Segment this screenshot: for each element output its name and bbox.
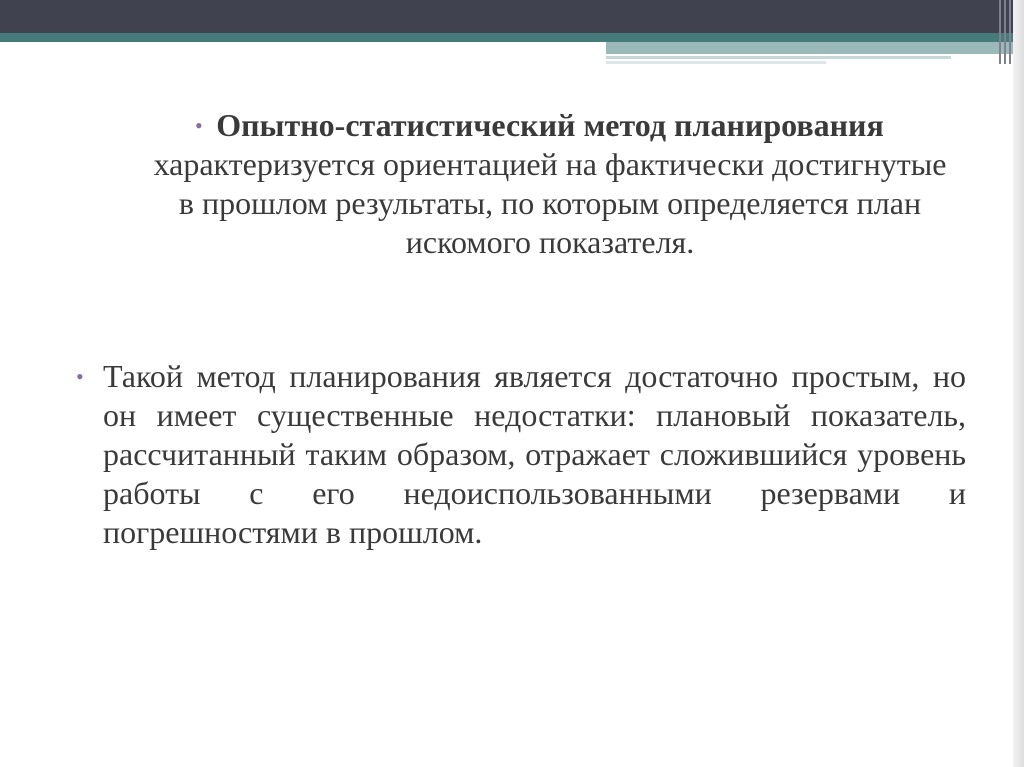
header-vertical-bar: [1009, 0, 1011, 64]
bullet-marker: •: [195, 113, 203, 138]
bullet-item-1-bold: Опытно-статистический метод планирования: [216, 107, 884, 143]
bullet-item-2: Такой метод планирования является достаточно простым, но он имеет существенные недостатки: плановый показатель, рассчитанный таким образом, отражает сложившийся уровень работы с его недоиспользованными резервами и погрешностями в прошлом.: [103, 358, 966, 550]
bullet-item-1: [150, 106, 950, 262]
header-thin-stripe-2: [606, 61, 826, 64]
slide-edge-shadow: [1013, 0, 1024, 767]
header-teal-band: [0, 33, 1024, 42]
header-vertical-bar: [1004, 0, 1006, 64]
header-thin-stripe: [606, 56, 951, 59]
header-light-band: [606, 42, 1024, 54]
bullet-marker: •: [76, 364, 84, 389]
header-dark-band: [0, 0, 1024, 33]
header-vertical-bar: [999, 0, 1001, 64]
bullet-item-1-text: характеризуется ориентацией на фактически достигнутые в прошлом результаты, по которым определяется план искомого показателя.: [153, 146, 947, 260]
